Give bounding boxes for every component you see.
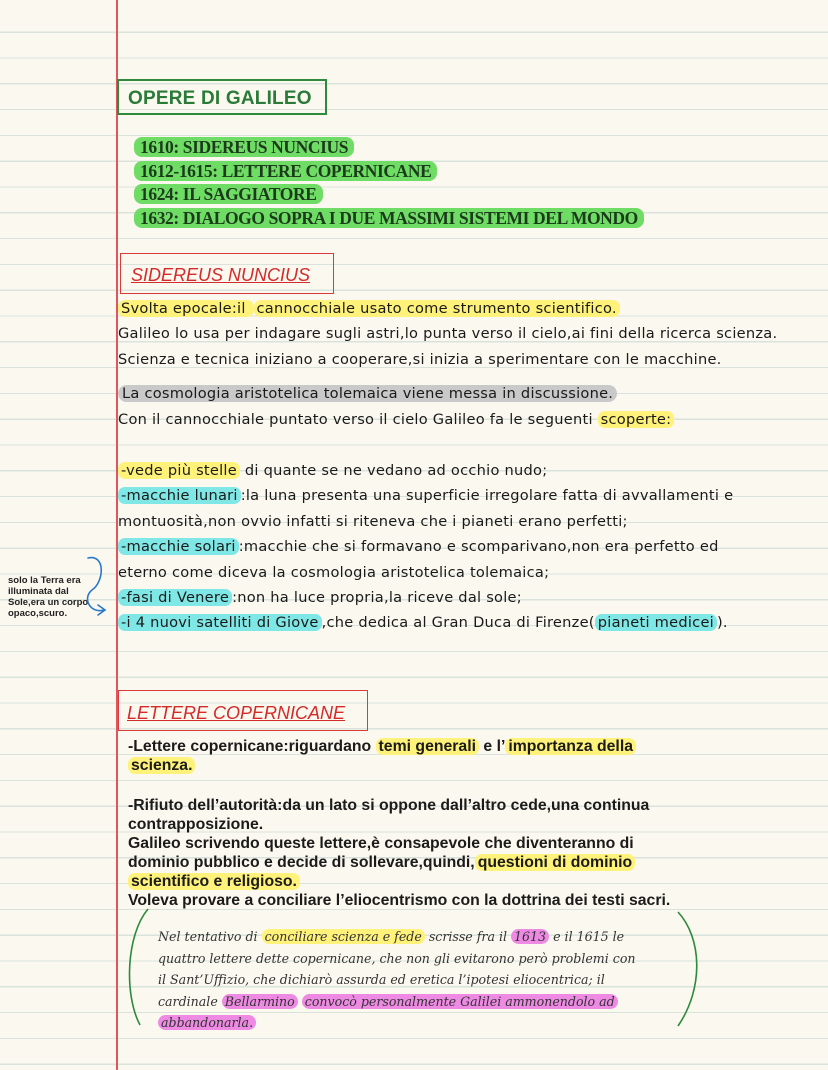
discovery-item: -vede più stelle di quante se ne vedano ad occhio nudo; — [118, 462, 547, 479]
work-item: 1624: IL SAGGIATORE — [134, 183, 644, 207]
text-line: Svolta epocale:il cannocchiale usato come strumento scientifico. — [118, 300, 620, 317]
discovery-item: -fasi di Venere :non ha luce propria,la riceve dal sole; — [118, 589, 522, 606]
text-line: Con il cannocchiale puntato verso il cielo Galileo fa le seguenti scoperte: — [118, 411, 674, 428]
text-line: Scienza e tecnica iniziano a cooperare,si inizia a sperimentare con le macchine. — [118, 351, 722, 368]
text-line: La cosmologia aristotelica tolemaica viene messa in discussione. — [118, 385, 617, 402]
discovery-item: -macchie solari :macchie che si formavano e scomparivano,non era perfetto ed — [118, 538, 719, 555]
side-note: solo la Terra era illuminata dal Sole,era un corpo opaco,scuro. — [8, 575, 89, 619]
open-parenthesis-icon — [122, 905, 152, 1030]
work-item: 1610: SIDEREUS NUNCIUS — [134, 136, 644, 160]
section-heading-box — [120, 253, 334, 294]
page-title-box — [117, 79, 327, 115]
section-heading: LETTERE COPERNICANE — [127, 703, 346, 723]
curly-arrow-icon — [74, 554, 114, 632]
text-line: Galileo lo usa per indagare sugli astri,lo punta verso il cielo,ai fini della ricerca scienza. — [118, 325, 778, 342]
discovery-item: -i 4 nuovi satelliti di Giove ,che dedica al Gran Duca di Firenze( pianeti medicei ). — [118, 614, 728, 631]
paragraph: -Rifiuto dell’autorità:da un lato si oppone dall’altro cede,una continua contrapposizione. Galileo scrivendo queste lettere,è consapevole che diventeranno di dominio pubblico e decide di sollevare,quindi, questioni di dominio scientifico e religioso. Voleva provare a conciliare l’eliocentrismo con la dottrina dei testi sacri. — [128, 797, 671, 909]
works-list — [134, 136, 644, 230]
section-heading: SIDEREUS NUNCIUS — [131, 265, 311, 285]
paragraph: -Lettere copernicane:riguardano temi generali e l’ importanza della scienza. — [128, 737, 636, 775]
close-parenthesis-icon — [672, 908, 706, 1030]
page-title: OPERE DI GALILEO — [128, 88, 312, 109]
section-heading-box — [118, 690, 368, 731]
handwritten-note: Nel tentativo di conciliare scienza e fede scrisse fra il 1613 e il 1615 le quattro lettere dette copernicane, che non gli evitarono però problemi con il Sant’Uffizio, che dichiarò assurda ed eretica l’ipotesi eliocentrica; il cardinale Bellarmino convocò personalmente Galilei ammonendolo ad abbandonarla. — [158, 929, 636, 1030]
discovery-item: -macchie lunari :la luna presenta una superficie irregolare fatta di avvallamenti e — [118, 487, 733, 504]
margin-line — [116, 0, 118, 1070]
text-line: montuosità,non ovvio infatti si riteneva che i pianeti erano perfetti; — [118, 513, 628, 530]
work-item: 1612-1615: LETTERE COPERNICANE — [134, 160, 644, 184]
text-line: eterno come diceva la cosmologia aristotelica tolemaica; — [118, 564, 550, 581]
work-item: 1632: DIALOGO SOPRA I DUE MASSIMI SISTEMI DEL MONDO — [134, 207, 644, 231]
